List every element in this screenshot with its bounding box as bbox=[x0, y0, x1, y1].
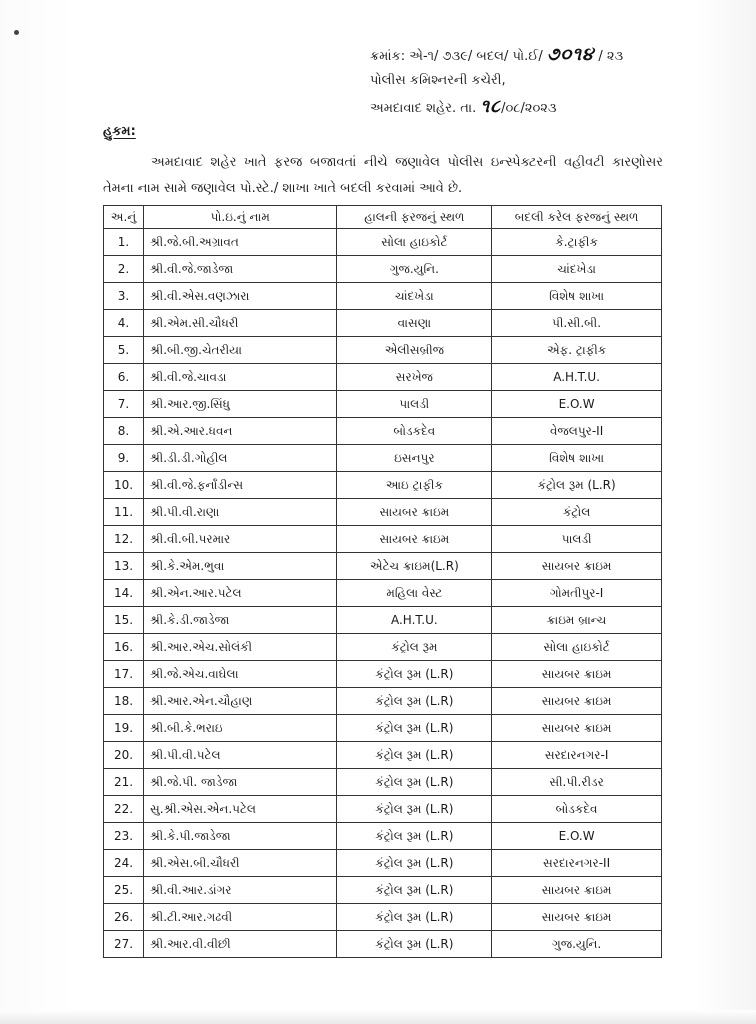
officer-name-cell: સુ.શ્રી.એસ.એન.પટેલ bbox=[143, 796, 337, 823]
current-post-cell: કંટ્રોલ રૂમ (L.R) bbox=[337, 715, 492, 742]
officer-name-cell: શ્રી.પી.વી.પટેલ bbox=[143, 742, 337, 769]
current-post-cell: સાયબર ક્રાઇમ bbox=[337, 499, 492, 526]
new-post-cell: કંટ્રોલ bbox=[492, 499, 662, 526]
new-post-cell: સાયબર ક્રાઇમ bbox=[492, 715, 662, 742]
table-row bbox=[104, 229, 662, 256]
current-post-cell: બોડકદેવ bbox=[337, 418, 492, 445]
officer-name-cell: શ્રી.એમ.સી.ચૌધરી bbox=[143, 310, 337, 337]
table-row bbox=[104, 283, 662, 310]
officer-name-cell: શ્રી.વી.જે.ફર્નાંડીન્સ bbox=[143, 472, 337, 499]
serial-cell: 24. bbox=[104, 850, 144, 877]
current-post-cell: કંટ્રોલ રૂમ (L.R) bbox=[337, 661, 492, 688]
col-header-current-post: હાલની ફરજનું સ્થળ bbox=[337, 206, 492, 229]
officer-name-cell: શ્રી.વી.એસ.વણઝારા bbox=[143, 283, 337, 310]
serial-cell: 5. bbox=[104, 337, 144, 364]
current-post-cell: કંટ્રોલ રૂમ (L.R) bbox=[337, 769, 492, 796]
current-post-cell: કંટ્રોલ રૂમ (L.R) bbox=[337, 877, 492, 904]
current-post-cell: પાલડી bbox=[337, 391, 492, 418]
table-row bbox=[104, 391, 662, 418]
new-post-cell: સાયબર ક્રાઇમ bbox=[492, 661, 662, 688]
date-line bbox=[370, 94, 730, 120]
serial-cell: 22. bbox=[104, 796, 144, 823]
table-body bbox=[104, 229, 662, 958]
serial-cell: 3. bbox=[104, 283, 144, 310]
current-post-cell: મહિલા વેસ્ટ bbox=[337, 580, 492, 607]
new-post-cell: E.O.W bbox=[492, 823, 662, 850]
new-post-cell: ગોમતીપુર-I bbox=[492, 580, 662, 607]
table-row bbox=[104, 310, 662, 337]
officer-name-cell: શ્રી.વી.બી.પરમાર bbox=[143, 526, 337, 553]
current-post-cell: કંટ્રોલ રૂમ bbox=[337, 634, 492, 661]
table-row bbox=[104, 904, 662, 931]
col-header-serial: અ.નું bbox=[104, 206, 144, 229]
order-text: અમદાવાદ શહેર ખાતે ફરજ બજાવતાં નીચે જણાવેલ પોલીસ ઇન્સ્પેક્ટરની વહીવટી કારણોસર તેમના નામ સામે જણાવેલ પો.સ્ટે./ શાખા ખાતે બદલી કરવામાં આવે છે. bbox=[103, 155, 663, 196]
reference-suffix: / ૨૩ bbox=[598, 49, 624, 64]
current-post-cell: વાસણા bbox=[337, 310, 492, 337]
table-row bbox=[104, 256, 662, 283]
table-row bbox=[104, 472, 662, 499]
table-row bbox=[104, 796, 662, 823]
officer-name-cell: શ્રી.ડી.ડી.ગોહીલ bbox=[143, 445, 337, 472]
serial-cell: 2. bbox=[104, 256, 144, 283]
current-post-cell: આઇ ટ્રાફીક bbox=[337, 472, 492, 499]
current-post-cell: સાયબર ક્રાઇમ bbox=[337, 526, 492, 553]
new-post-cell: વિશેષ શાખા bbox=[492, 283, 662, 310]
table-row bbox=[104, 877, 662, 904]
serial-cell: 10. bbox=[104, 472, 144, 499]
transfer-table bbox=[103, 205, 662, 958]
new-post-cell: બોડકદેવ bbox=[492, 796, 662, 823]
table-row bbox=[104, 526, 662, 553]
officer-name-cell: શ્રી.કે.ડી.જાડેજા bbox=[143, 607, 337, 634]
new-post-cell: ચાંદખેડા bbox=[492, 256, 662, 283]
new-post-cell: કે.ટ્રાફીક bbox=[492, 229, 662, 256]
officer-name-cell: શ્રી.કે.એમ.ભુવા bbox=[143, 553, 337, 580]
serial-cell: 18. bbox=[104, 688, 144, 715]
new-post-cell: સાયબર ક્રાઇમ bbox=[492, 877, 662, 904]
officer-name-cell: શ્રી.એસ.બી.ચૌધરી bbox=[143, 850, 337, 877]
table-row bbox=[104, 850, 662, 877]
new-post-cell: સોલા હાઇકોર્ટ bbox=[492, 634, 662, 661]
new-post-cell: સરદારનગર-I bbox=[492, 742, 662, 769]
current-post-cell: ચાંદખેડા bbox=[337, 283, 492, 310]
current-post-cell: સરખેજ bbox=[337, 364, 492, 391]
reference-prefix: ક્રમાંક: એ-૧/ ૭૩૯/ બદલ/ પો.ઈ/ bbox=[370, 49, 543, 64]
serial-cell: 19. bbox=[104, 715, 144, 742]
new-post-cell: કંટ્રોલ રૂમ (L.R) bbox=[492, 472, 662, 499]
date-rest: /૦૮/૨૦૨૩ bbox=[501, 101, 557, 116]
table-row bbox=[104, 580, 662, 607]
table-row bbox=[104, 661, 662, 688]
officer-name-cell: શ્રી.ટી.આર.ગઢવી bbox=[143, 904, 337, 931]
serial-cell: 27. bbox=[104, 931, 144, 958]
new-post-cell: સાયબર ક્રાઇમ bbox=[492, 688, 662, 715]
serial-cell: 4. bbox=[104, 310, 144, 337]
officer-name-cell: શ્રી.આર.જી.સિંધુ bbox=[143, 391, 337, 418]
city-date-prefix: અમદાવાદ શહેર. તા. bbox=[370, 101, 477, 116]
serial-cell: 8. bbox=[104, 418, 144, 445]
current-post-cell: કંટ્રોલ રૂમ (L.R) bbox=[337, 742, 492, 769]
new-post-cell: વિશેષ શાખા bbox=[492, 445, 662, 472]
date-day: ૧૮ bbox=[480, 96, 502, 117]
current-post-cell: કંટ્રોલ રૂમ (L.R) bbox=[337, 688, 492, 715]
serial-cell: 6. bbox=[104, 364, 144, 391]
serial-cell: 23. bbox=[104, 823, 144, 850]
new-post-cell: સાયબર ક્રાઇમ bbox=[492, 553, 662, 580]
serial-cell: 14. bbox=[104, 580, 144, 607]
new-post-cell: E.O.W bbox=[492, 391, 662, 418]
table-row bbox=[104, 337, 662, 364]
table-header-row bbox=[104, 206, 662, 229]
new-post-cell: પાલડી bbox=[492, 526, 662, 553]
table-row bbox=[104, 931, 662, 958]
current-post-cell: કંટ્રોલ રૂમ (L.R) bbox=[337, 931, 492, 958]
current-post-cell: A.H.T.U. bbox=[337, 607, 492, 634]
current-post-cell: કંટ્રોલ રૂમ (L.R) bbox=[337, 796, 492, 823]
serial-cell: 21. bbox=[104, 769, 144, 796]
table-row bbox=[104, 499, 662, 526]
order-heading: હુકમ: bbox=[103, 124, 136, 139]
officer-name-cell: શ્રી.આર.એચ.સોલંકી bbox=[143, 634, 337, 661]
officer-name-cell: શ્રી.વી.જે.જાડેજા bbox=[143, 256, 337, 283]
officer-name-cell: શ્રી.એ.આર.ધવન bbox=[143, 418, 337, 445]
officer-name-cell: શ્રી.પી.વી.રાણા bbox=[143, 499, 337, 526]
serial-cell: 9. bbox=[104, 445, 144, 472]
reference-line bbox=[370, 42, 730, 68]
officer-name-cell: શ્રી.વી.જે.ચાવડા bbox=[143, 364, 337, 391]
officer-name-cell: શ્રી.કે.પી.જાડેજા bbox=[143, 823, 337, 850]
office-line: પોલીસ કમિશ્નરની કચેરી, bbox=[370, 73, 506, 88]
table-row bbox=[104, 715, 662, 742]
page-edge-shadow bbox=[0, 1010, 756, 1024]
serial-cell: 15. bbox=[104, 607, 144, 634]
table-row bbox=[104, 634, 662, 661]
serial-cell: 7. bbox=[104, 391, 144, 418]
officer-name-cell: શ્રી.એન.આર.પટેલ bbox=[143, 580, 337, 607]
serial-cell: 17. bbox=[104, 661, 144, 688]
new-post-cell: ગુજ.યુનિ. bbox=[492, 931, 662, 958]
new-post-cell: A.H.T.U. bbox=[492, 364, 662, 391]
officer-name-cell: શ્રી.જે.બી.અગ્રાવત bbox=[143, 229, 337, 256]
officer-name-cell: શ્રી.આર.વી.વીછી bbox=[143, 931, 337, 958]
current-post-cell: ઇસનપુર bbox=[337, 445, 492, 472]
table-row bbox=[104, 607, 662, 634]
current-post-cell: કંટ્રોલ રૂમ (L.R) bbox=[337, 904, 492, 931]
current-post-cell: એટેચ ક્રાઇમ(L.R) bbox=[337, 553, 492, 580]
officer-name-cell: શ્રી.બી.જી.ચેતરીયા bbox=[143, 337, 337, 364]
officer-name-cell: શ્રી.બી.કે.ભરાઇ bbox=[143, 715, 337, 742]
order-paragraph bbox=[103, 150, 663, 202]
officer-name-cell: શ્રી.વી.આર.ડાંગર bbox=[143, 877, 337, 904]
serial-cell: 11. bbox=[104, 499, 144, 526]
serial-cell: 12. bbox=[104, 526, 144, 553]
new-post-cell: એફ. ટ્રાફીક bbox=[492, 337, 662, 364]
officer-name-cell: શ્રી.જે.એચ.વાઘેલા bbox=[143, 661, 337, 688]
table-row bbox=[104, 553, 662, 580]
current-post-cell: એલીસબ્રીજ bbox=[337, 337, 492, 364]
table-row bbox=[104, 418, 662, 445]
serial-cell: 20. bbox=[104, 742, 144, 769]
serial-cell: 16. bbox=[104, 634, 144, 661]
new-post-cell: વેજલપુર-II bbox=[492, 418, 662, 445]
new-post-cell: સરદારનગર-II bbox=[492, 850, 662, 877]
new-post-cell: ક્રાઇમ બ્રાન્ચ bbox=[492, 607, 662, 634]
table-row bbox=[104, 364, 662, 391]
col-header-new-post: બદલી કરેલ ફરજનું સ્થળ bbox=[492, 206, 662, 229]
serial-cell: 13. bbox=[104, 553, 144, 580]
document-header bbox=[370, 42, 730, 120]
col-header-name: પો.ઇ.નું નામ bbox=[143, 206, 337, 229]
table-row bbox=[104, 742, 662, 769]
punch-mark bbox=[14, 30, 19, 35]
table-row bbox=[104, 445, 662, 472]
officer-name-cell: શ્રી.આર.એન.ચૌહાણ bbox=[143, 688, 337, 715]
table-row bbox=[104, 769, 662, 796]
current-post-cell: ગુજ.યુનિ. bbox=[337, 256, 492, 283]
serial-cell: 26. bbox=[104, 904, 144, 931]
serial-cell: 25. bbox=[104, 877, 144, 904]
officer-name-cell: શ્રી.જે.પી. જાડેજા bbox=[143, 769, 337, 796]
current-post-cell: કંટ્રોલ રૂમ (L.R) bbox=[337, 823, 492, 850]
serial-cell: 1. bbox=[104, 229, 144, 256]
new-post-cell: પી.સી.બી. bbox=[492, 310, 662, 337]
table-row bbox=[104, 688, 662, 715]
current-post-cell: સોલા હાઇકોર્ટ bbox=[337, 229, 492, 256]
table-row bbox=[104, 823, 662, 850]
current-post-cell: કંટ્રોલ રૂમ (L.R) bbox=[337, 850, 492, 877]
reference-number: ૭૦૧૪ bbox=[546, 44, 595, 65]
new-post-cell: સી.પી.રીડર bbox=[492, 769, 662, 796]
new-post-cell: સાયબર ક્રાઇમ bbox=[492, 904, 662, 931]
